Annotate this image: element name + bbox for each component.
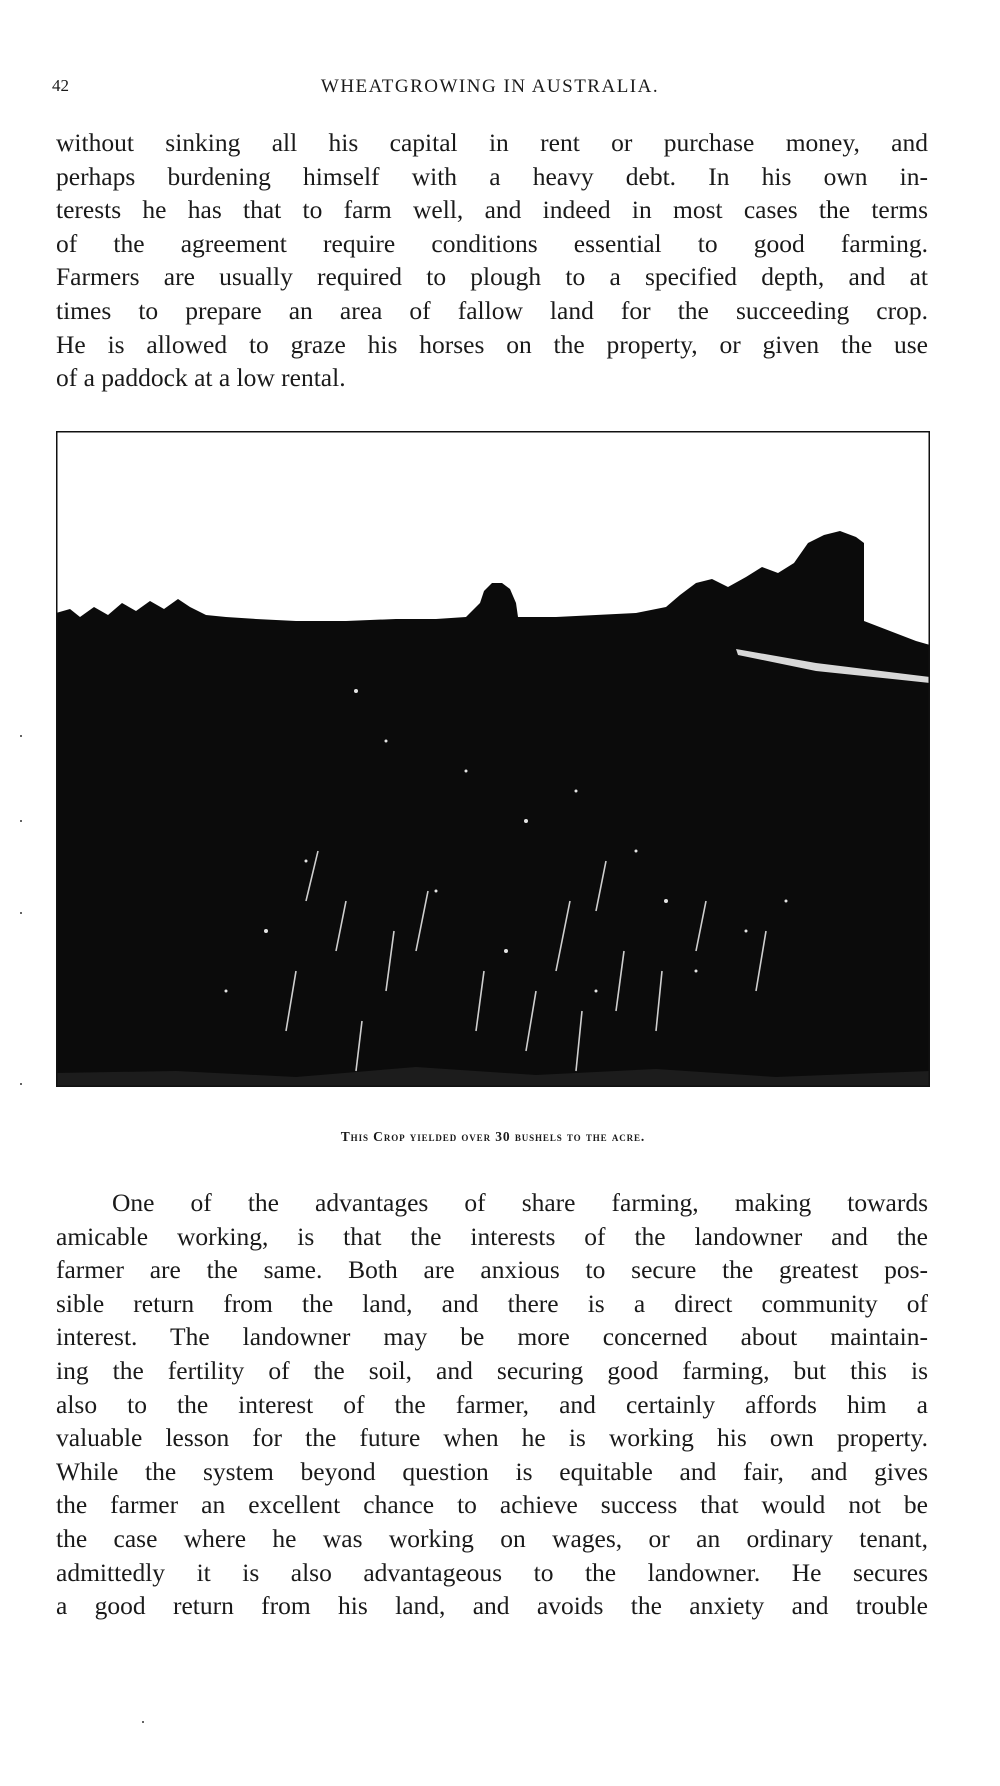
text-line: without sinking all his capital in rent or purchase money, and xyxy=(56,128,928,157)
text-line: of the agreement require conditions essential to good farming. xyxy=(56,228,928,258)
text-line: of a paddock at a low rental. xyxy=(56,363,346,393)
text-line: ing the fertility of the soil, and securing good farming, but this is xyxy=(56,1355,928,1385)
paragraph-2 xyxy=(56,1186,928,1623)
text-line: also to the interest of the farmer, and certainly affords him a xyxy=(56,1389,928,1419)
text-line: One of the advantages of share farming, making towards xyxy=(112,1188,928,1217)
text-line: times to prepare an area of fallow land for the succeeding crop. xyxy=(56,295,928,325)
scan-speck xyxy=(142,1721,144,1723)
text-line: Farmers are usually required to plough to a specified depth, and at xyxy=(56,262,928,292)
wheat-field-photograph xyxy=(56,431,930,1087)
running-head xyxy=(52,76,928,102)
field-silhouette xyxy=(56,531,930,1087)
paragraph-1 xyxy=(56,126,928,395)
scan-speck xyxy=(20,1083,22,1085)
text-line: He is allowed to graze his horses on the property, or given the use xyxy=(56,329,928,359)
scan-speck xyxy=(20,820,22,822)
text-line: valuable lesson for the future when he is working his own property. xyxy=(56,1423,928,1453)
text-line: the farmer an excellent chance to achieve success that would not be xyxy=(56,1490,928,1520)
text-line: terests he has that to farm well, and indeed in most cases the terms xyxy=(56,195,928,225)
text-line: a good return from his land, and avoids the anxiety and trouble xyxy=(56,1591,928,1621)
text-line: While the system beyond question is equitable and fair, and gives xyxy=(56,1456,928,1486)
text-line: admittedly it is also advantageous to the landowner. He secures xyxy=(56,1557,928,1587)
scan-speck xyxy=(20,912,22,914)
text-line: farmer are the same. Both are anxious to secure the greatest pos- xyxy=(56,1255,928,1285)
text-line: amicable working, is that the interests of the landowner and the xyxy=(56,1221,928,1251)
figure-caption: This Crop yielded over 30 bushels to the acre. xyxy=(340,1129,646,1144)
running-title: WHEATGROWING IN AUSTRALIA. xyxy=(320,76,660,97)
scan-speck xyxy=(20,735,22,737)
text-line: sible return from the land, and there is a direct community of xyxy=(56,1288,928,1318)
photograph-image xyxy=(56,431,930,1087)
text-line: the case where he was working on wages, or an ordinary tenant, xyxy=(56,1523,928,1553)
text-line: perhaps burdening himself with a heavy debt. In his own in- xyxy=(56,161,928,191)
page-number: 42 xyxy=(52,76,69,95)
text-line: interest. The landowner may be more concerned about maintain- xyxy=(56,1322,928,1352)
